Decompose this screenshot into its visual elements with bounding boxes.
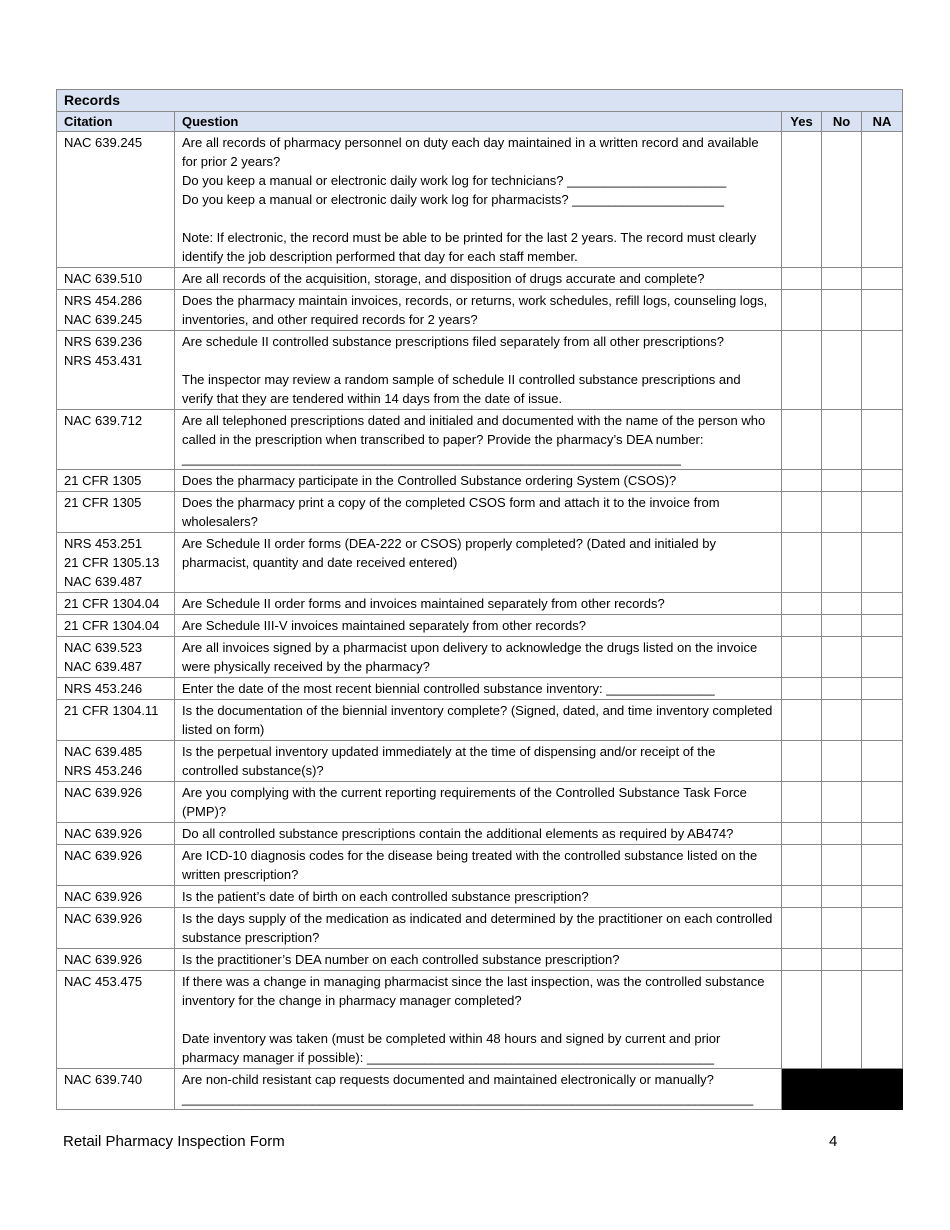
na-answer-box[interactable] bbox=[862, 823, 903, 845]
citation-cell: NAC 639.926 bbox=[57, 908, 175, 949]
question-cell bbox=[175, 971, 782, 1069]
na-answer-box[interactable] bbox=[862, 637, 903, 678]
question-text: Enter the date of the most recent biennial controlled substance inventory: _______________ bbox=[182, 681, 715, 696]
na-answer-box[interactable] bbox=[862, 700, 903, 741]
footer-title: Retail Pharmacy Inspection Form bbox=[63, 1133, 285, 1150]
table-row bbox=[57, 492, 903, 533]
question-cell bbox=[175, 331, 782, 410]
question-text: Are you complying with the current reporting requirements of the Controlled Substance Task Force (PMP)? bbox=[182, 785, 747, 819]
yes-answer-box[interactable] bbox=[782, 470, 822, 492]
question-text: Are ICD-10 diagnosis codes for the disease being treated with the controlled substance listed on the written prescription? bbox=[182, 848, 758, 882]
yes-answer-box[interactable] bbox=[782, 782, 822, 823]
yes-answer-box[interactable] bbox=[782, 637, 822, 678]
records-table-container bbox=[56, 89, 902, 1110]
table-row bbox=[57, 615, 903, 637]
question-cell bbox=[175, 533, 782, 593]
table-row bbox=[57, 290, 903, 331]
yes-answer-box[interactable] bbox=[782, 741, 822, 782]
records-table bbox=[56, 89, 903, 1110]
na-answer-box[interactable] bbox=[862, 593, 903, 615]
table-row bbox=[57, 533, 903, 593]
citation-cell: 21 CFR 1305 bbox=[57, 492, 175, 533]
no-answer-box[interactable] bbox=[822, 678, 862, 700]
question-cell bbox=[175, 908, 782, 949]
table-row bbox=[57, 700, 903, 741]
question-text: Do all controlled substance prescriptions contain the additional elements as required by AB474? bbox=[182, 826, 734, 841]
table-row bbox=[57, 470, 903, 492]
question-cell bbox=[175, 268, 782, 290]
na-answer-box[interactable] bbox=[862, 331, 903, 410]
no-answer-box[interactable] bbox=[822, 823, 862, 845]
table-row bbox=[57, 741, 903, 782]
page-number: 4 bbox=[829, 1133, 838, 1150]
table-row bbox=[57, 823, 903, 845]
records-table-body bbox=[57, 132, 903, 1110]
question-cell bbox=[175, 782, 782, 823]
yes-answer-box[interactable] bbox=[782, 845, 822, 886]
yes-answer-box[interactable] bbox=[782, 132, 822, 268]
question-cell bbox=[175, 492, 782, 533]
no-answer-box[interactable] bbox=[822, 971, 862, 1069]
citation-cell: NAC 639.740 bbox=[57, 1069, 175, 1110]
question-text: Date inventory was taken (must be completed within 48 hours and signed by current and prior pharmacy manager if possible): ________________________________________________ bbox=[182, 1031, 721, 1065]
citation-cell: NRS 453.251 21 CFR 1305.13 NAC 639.487 bbox=[57, 533, 175, 593]
question-cell bbox=[175, 470, 782, 492]
table-row bbox=[57, 678, 903, 700]
question-header: Question bbox=[175, 112, 782, 132]
question-cell bbox=[175, 410, 782, 470]
yes-answer-box[interactable] bbox=[782, 886, 822, 908]
blacked-out-answer-cell bbox=[782, 1069, 903, 1110]
no-answer-box[interactable] bbox=[822, 637, 862, 678]
question-cell bbox=[175, 845, 782, 886]
citation-cell: 21 CFR 1304.04 bbox=[57, 615, 175, 637]
no-answer-box[interactable] bbox=[822, 615, 862, 637]
citation-cell: NAC 639.926 bbox=[57, 949, 175, 971]
question-text: Is the documentation of the biennial inventory complete? (Signed, dated, and time inventory completed listed on form) bbox=[182, 703, 773, 737]
question-text: Is the practitioner’s DEA number on each controlled substance prescription? bbox=[182, 952, 620, 967]
question-cell bbox=[175, 615, 782, 637]
table-row bbox=[57, 886, 903, 908]
yes-answer-box[interactable] bbox=[782, 615, 822, 637]
question-text: Do you keep a manual or electronic daily work log for technicians? ______________________ bbox=[182, 173, 727, 188]
section-title: Records bbox=[57, 90, 903, 112]
citation-cell: 21 CFR 1304.04 bbox=[57, 593, 175, 615]
section-header-row bbox=[57, 90, 903, 112]
table-row bbox=[57, 949, 903, 971]
question-text bbox=[182, 209, 774, 228]
yes-answer-box[interactable] bbox=[782, 908, 822, 949]
yes-answer-box[interactable] bbox=[782, 823, 822, 845]
no-answer-box[interactable] bbox=[822, 886, 862, 908]
na-answer-box[interactable] bbox=[862, 132, 903, 268]
na-answer-box[interactable] bbox=[862, 410, 903, 470]
no-answer-box[interactable] bbox=[822, 908, 862, 949]
yes-answer-box[interactable] bbox=[782, 410, 822, 470]
question-cell bbox=[175, 700, 782, 741]
question-cell bbox=[175, 678, 782, 700]
question-cell bbox=[175, 949, 782, 971]
citation-cell: NAC 639.926 bbox=[57, 782, 175, 823]
question-cell bbox=[175, 886, 782, 908]
na-answer-box[interactable] bbox=[862, 741, 903, 782]
no-answer-box[interactable] bbox=[822, 845, 862, 886]
no-answer-box[interactable] bbox=[822, 268, 862, 290]
question-text: Is the perpetual inventory updated immediately at the time of dispensing and/or receipt of the controlled substance(s)? bbox=[182, 744, 716, 778]
na-answer-box[interactable] bbox=[862, 949, 903, 971]
no-answer-box[interactable] bbox=[822, 470, 862, 492]
no-answer-box[interactable] bbox=[822, 593, 862, 615]
citation-cell: NAC 639.485 NRS 453.246 bbox=[57, 741, 175, 782]
citation-cell: NAC 639.926 bbox=[57, 823, 175, 845]
na-answer-box[interactable] bbox=[862, 290, 903, 331]
citation-cell: 21 CFR 1305 bbox=[57, 470, 175, 492]
table-row bbox=[57, 971, 903, 1069]
question-text: Are all telephoned prescriptions dated and initialed and documented with the name of the person who called in the prescription when transcribed to paper? Provide the pharmacy’s DEA number: _____________________________________________________________________ bbox=[182, 413, 766, 466]
citation-cell: NAC 639.926 bbox=[57, 845, 175, 886]
question-text: Is the days supply of the medication as indicated and determined by the practitioner on each controlled substance prescription? bbox=[182, 911, 773, 945]
na-answer-box[interactable] bbox=[862, 845, 903, 886]
citation-cell: NAC 639.510 bbox=[57, 268, 175, 290]
na-answer-box[interactable] bbox=[862, 268, 903, 290]
question-text: Are all records of the acquisition, storage, and disposition of drugs accurate and complete? bbox=[182, 271, 705, 286]
question-text: Do you keep a manual or electronic daily work log for pharmacists? _____________________ bbox=[182, 192, 725, 207]
no-answer-box[interactable] bbox=[822, 782, 862, 823]
question-text: Is the patient’s date of birth on each controlled substance prescription? bbox=[182, 889, 589, 904]
no-answer-box[interactable] bbox=[822, 741, 862, 782]
na-answer-box[interactable] bbox=[862, 782, 903, 823]
question-text: Are all records of pharmacy personnel on duty each day maintained in a written record and available for prior 2 years? bbox=[182, 135, 759, 169]
citation-cell: NAC 453.475 bbox=[57, 971, 175, 1069]
table-row bbox=[57, 593, 903, 615]
question-text: Does the pharmacy print a copy of the completed CSOS form and attach it to the invoice from wholesalers? bbox=[182, 495, 720, 529]
question-text: Are non-child resistant cap requests documented and maintained electronically or manually? _______________________________________________________________________________ bbox=[182, 1072, 754, 1106]
column-header-row bbox=[57, 112, 903, 132]
yes-answer-box[interactable] bbox=[782, 700, 822, 741]
yes-answer-box[interactable] bbox=[782, 678, 822, 700]
citation-cell: NAC 639.523 NAC 639.487 bbox=[57, 637, 175, 678]
question-cell bbox=[175, 1069, 782, 1110]
question-text: Does the pharmacy maintain invoices, records, or returns, work schedules, refill logs, counseling logs, inventories, and other required records for 2 years? bbox=[182, 293, 768, 327]
no-answer-box[interactable] bbox=[822, 492, 862, 533]
question-text: Are schedule II controlled substance prescriptions filed separately from all other prescriptions? bbox=[182, 334, 724, 349]
question-text: Does the pharmacy participate in the Controlled Substance ordering System (CSOS)? bbox=[182, 473, 677, 488]
no-answer-box[interactable] bbox=[822, 290, 862, 331]
citation-cell: NRS 453.246 bbox=[57, 678, 175, 700]
question-text: Are all invoices signed by a pharmacist upon delivery to acknowledge the drugs listed on the invoice were physically received by the pharmacy? bbox=[182, 640, 758, 674]
no-answer-box[interactable] bbox=[822, 533, 862, 593]
no-answer-box[interactable] bbox=[822, 132, 862, 268]
citation-cell: NAC 639.712 bbox=[57, 410, 175, 470]
yes-answer-box[interactable] bbox=[782, 949, 822, 971]
yes-answer-box[interactable] bbox=[782, 268, 822, 290]
no-answer-box[interactable] bbox=[822, 700, 862, 741]
question-cell bbox=[175, 637, 782, 678]
question-cell bbox=[175, 741, 782, 782]
question-text bbox=[182, 1010, 774, 1029]
no-answer-box[interactable] bbox=[822, 410, 862, 470]
table-row bbox=[57, 331, 903, 410]
na-answer-box[interactable] bbox=[862, 492, 903, 533]
no-answer-box[interactable] bbox=[822, 331, 862, 410]
na-answer-box[interactable] bbox=[862, 971, 903, 1069]
question-cell bbox=[175, 823, 782, 845]
table-row bbox=[57, 1069, 903, 1110]
table-row bbox=[57, 637, 903, 678]
table-row bbox=[57, 908, 903, 949]
yes-answer-box[interactable] bbox=[782, 533, 822, 593]
citation-header: Citation bbox=[57, 112, 175, 132]
citation-cell: 21 CFR 1304.11 bbox=[57, 700, 175, 741]
na-header: NA bbox=[862, 112, 903, 132]
citation-cell: NRS 454.286 NAC 639.245 bbox=[57, 290, 175, 331]
na-answer-box[interactable] bbox=[862, 615, 903, 637]
yes-answer-box[interactable] bbox=[782, 492, 822, 533]
citation-cell: NAC 639.245 bbox=[57, 132, 175, 268]
no-answer-box[interactable] bbox=[822, 949, 862, 971]
question-text: Are Schedule II order forms and invoices maintained separately from other records? bbox=[182, 596, 665, 611]
no-header: No bbox=[822, 112, 862, 132]
question-text: Note: If electronic, the record must be able to be printed for the last 2 years. The record must clearly identify the job description performed that day for each staff member. bbox=[182, 230, 757, 264]
table-row bbox=[57, 410, 903, 470]
table-row bbox=[57, 845, 903, 886]
yes-answer-box[interactable] bbox=[782, 290, 822, 331]
yes-header: Yes bbox=[782, 112, 822, 132]
question-text: Are Schedule II order forms (DEA-222 or CSOS) properly completed? (Dated and initialed by pharmacist, quantity and date received entered) bbox=[182, 536, 716, 570]
na-answer-box[interactable] bbox=[862, 678, 903, 700]
na-answer-box[interactable] bbox=[862, 908, 903, 949]
question-text bbox=[182, 351, 774, 370]
yes-answer-box[interactable] bbox=[782, 593, 822, 615]
question-cell bbox=[175, 132, 782, 268]
question-text: If there was a change in managing pharmacist since the last inspection, was the controlled substance inventory for the change in pharmacy manager completed? bbox=[182, 974, 765, 1008]
na-answer-box[interactable] bbox=[862, 886, 903, 908]
table-row bbox=[57, 268, 903, 290]
na-answer-box[interactable] bbox=[862, 470, 903, 492]
na-answer-box[interactable] bbox=[862, 533, 903, 593]
question-text: The inspector may review a random sample of schedule II controlled substance prescriptions and verify that they are tendered within 14 days from the date of issue. bbox=[182, 372, 741, 406]
yes-answer-box[interactable] bbox=[782, 331, 822, 410]
question-cell bbox=[175, 593, 782, 615]
citation-cell: NRS 639.236 NRS 453.431 bbox=[57, 331, 175, 410]
question-text: Are Schedule III-V invoices maintained separately from other records? bbox=[182, 618, 586, 633]
yes-answer-box[interactable] bbox=[782, 971, 822, 1069]
citation-cell: NAC 639.926 bbox=[57, 886, 175, 908]
table-row bbox=[57, 132, 903, 268]
table-row bbox=[57, 782, 903, 823]
question-cell bbox=[175, 290, 782, 331]
